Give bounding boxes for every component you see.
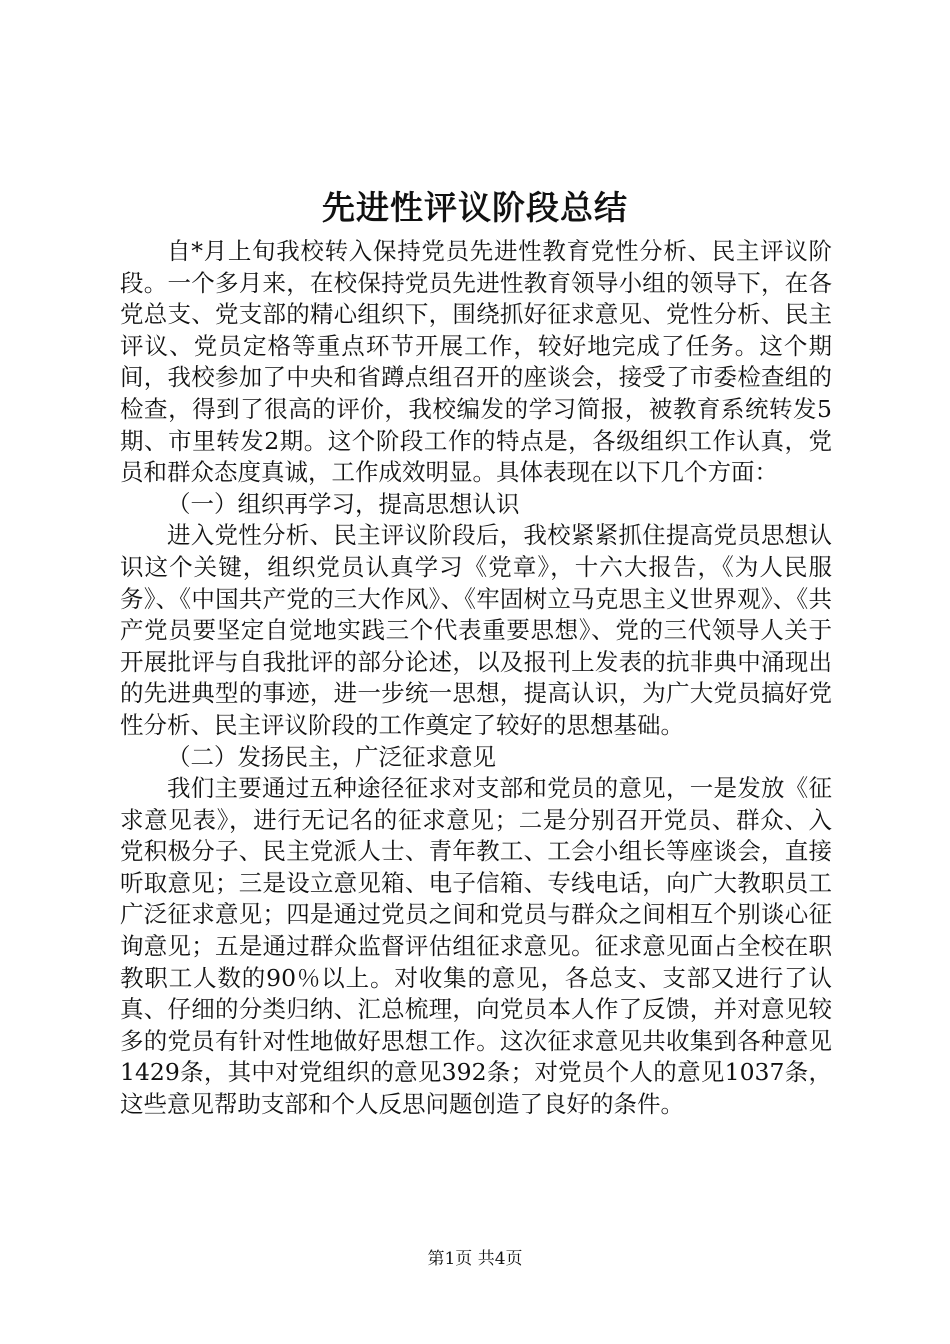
section-heading-2: （二）发扬民主，广泛征求意见 bbox=[167, 742, 496, 771]
section-heading-1: （一）组织再学习，提高思想认识 bbox=[167, 489, 520, 518]
paragraph-intro: 自*月上旬我校转入保持党员先进性教育党性分析、民主评议阶段。一个多月来，在校保持党员先进性教育领导小组的领导下，在各党总支、党支部的精心组织下，围绕抓好征求意见、党性分析、民主评议、党员定格等重点环节开展工作，较好地完成了任务。这个期间，我校参加了中央和省蹲点组召开的座谈会，接受了市委检查组的检查，得到了很高的评价，我校编发的学习简报，被教育系统转发5期、市里转发2期。这个阶段工作的特点是，各级组织工作认真，党员和群众态度真诚，工作成效明显。具体表现在以下几个方面： bbox=[120, 237, 832, 487]
paragraph-study: 进入党性分析、民主评议阶段后，我校紧紧抓住提高党员思想认识这个关键，组织党员认真学习《党章》，十六大报告，《为人民服务》、《中国共产党的三大作风》、《牢固树立马克思主义世界观》、《共产党员要坚定自觉地实践三个代表重要思想》、党的三代领导人关于开展批评与自我批评的部分论述，以及报刊上发表的抗非典中涌现出的先进典型的事迹，进一步统一思想，提高认识，为广大党员搞好党性分析、民主评议阶段的工作奠定了较好的思想基础。 bbox=[120, 521, 832, 739]
page-title: 先进性评议阶段总结 bbox=[322, 188, 628, 227]
paragraph-opinions: 我们主要通过五种途径征求对支部和党员的意见，一是发放《征求意见表》，进行无记名的征求意见；二是分别召开党员、群众、入党积极分子、民主党派人士、青年教工、工会小组长等座谈会，直接听取意见；三是设立意见箱、电子信箱、专线电话，向广大教职员工广泛征求意见；四是通过党员之间和党员与群众之间相互个别谈心征询意见；五是通过群众监督评估组征求意见。征求意见面占全校在职教职工人数的90％以上。对收集的意见，各总支、支部又进行了认真、仔细的分类归纳、汇总梳理，向党员本人作了反馈，并对意见较多的党员有针对性地做好思想工作。这次征求意见共收集到各种意见1429条，其中对党组织的意见392条；对党员个人的意见1037条，这些意见帮助支部和个人反思问题创造了良好的条件。 bbox=[120, 774, 832, 1119]
document-body bbox=[120, 236, 832, 1121]
page-footer: 第1页 共4页 bbox=[427, 1249, 523, 1269]
